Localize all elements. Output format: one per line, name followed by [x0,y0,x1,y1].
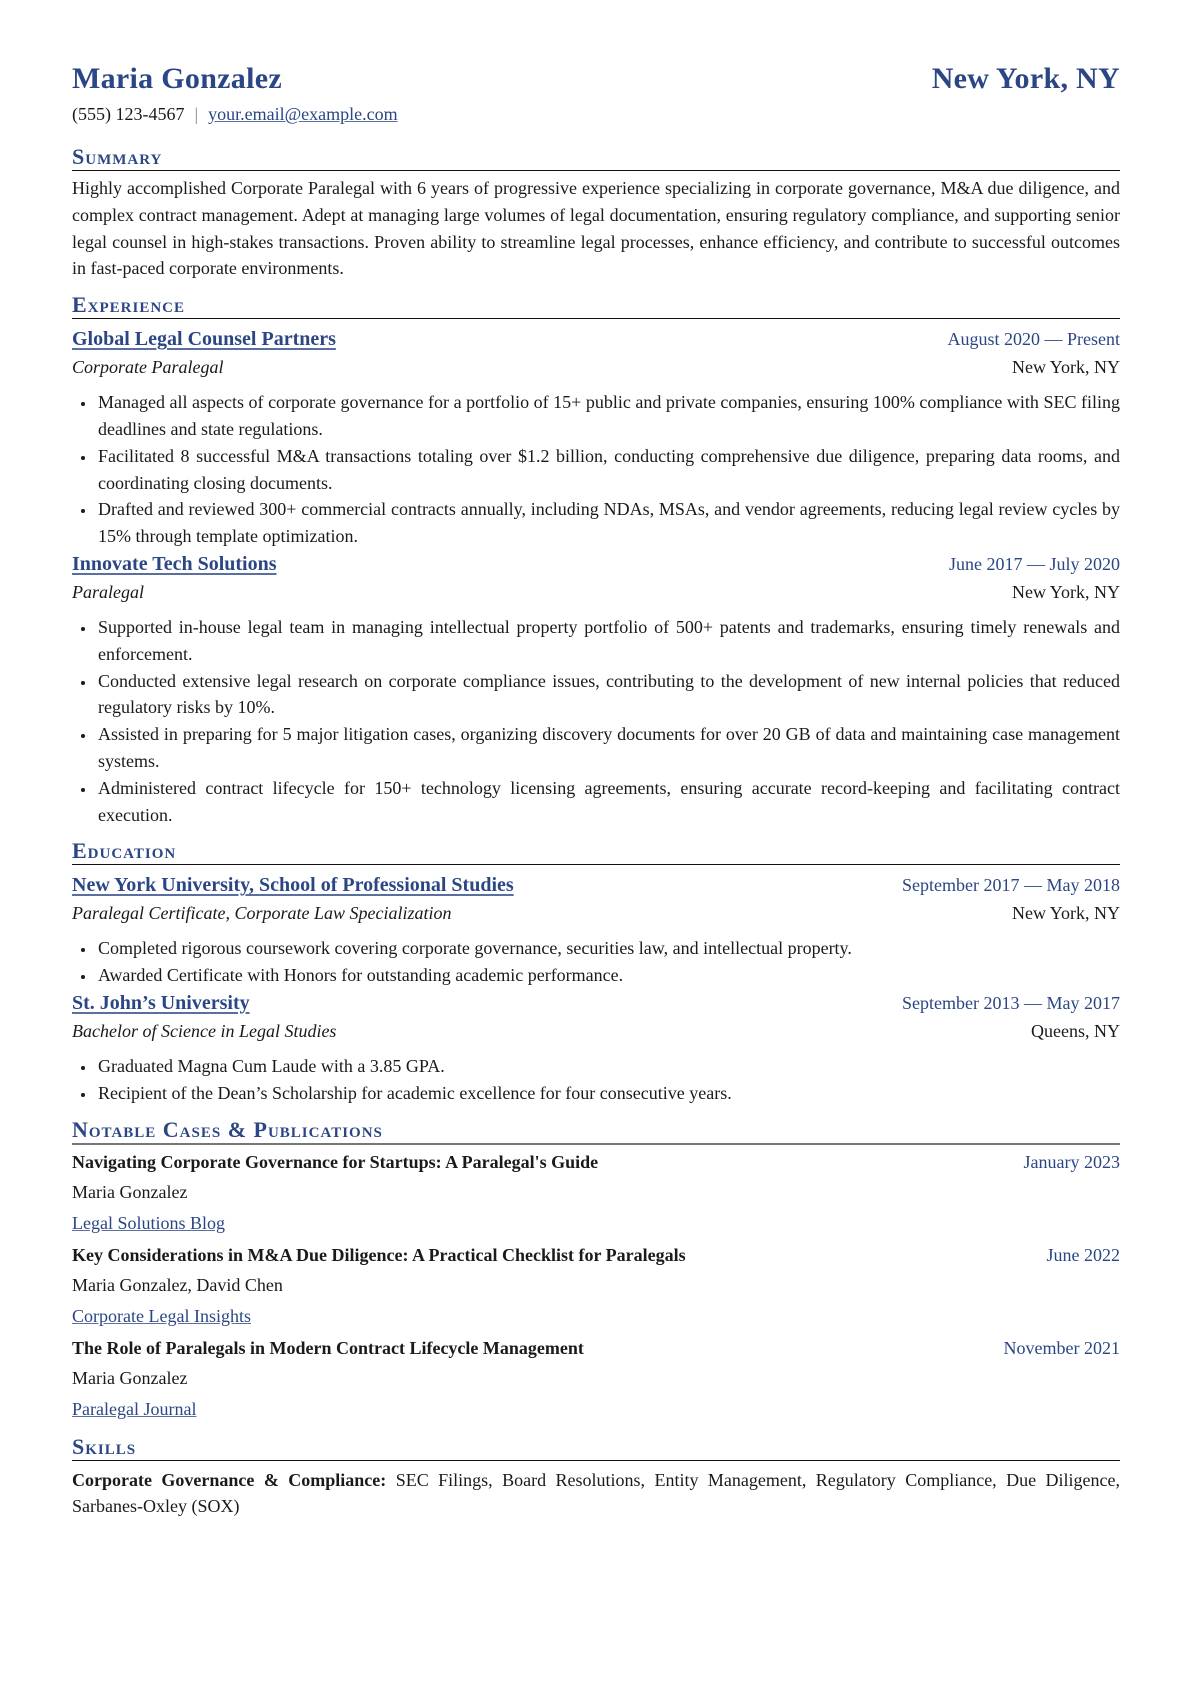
bullet-list [72,1053,1120,1107]
company-link[interactable]: Global Legal Counsel Partners [72,328,336,351]
skill-list: SEC Filings, Board Resolutions, Entity Management, Regulatory Compliance, Due Diligence, Sarbanes-Oxley (SOX) [72,1469,1121,1517]
publication-venue-link[interactable]: Corporate Legal Insights [72,1305,251,1326]
section-title-education: Education [72,838,1120,865]
experience-entry [72,550,1120,828]
publication-date: November 2021 [1003,1337,1120,1358]
section-title-skills: Skills [72,1434,1120,1461]
bullet-item: • Recipient of the Dean’s Scholarship for academic excellence for four consecutive years. [96,1080,1120,1107]
bullet-item: • Drafted and reviewed 300+ commercial contracts annually, including NDAs, MSAs, and vendor agreements, reducing legal review cycles by 15% through template optimization. [96,496,1120,550]
skill-row [72,1467,1120,1521]
school-link[interactable]: St. John’s University [72,991,250,1014]
entry-location: New York, NY [1011,581,1120,602]
resume-header [72,62,1120,102]
entry-location: Queens, NY [1031,1020,1120,1041]
contact-line [72,104,1120,134]
bullet-list [72,389,1120,550]
bullet-list [72,935,1120,989]
publication-authors: Maria Gonzalez [72,1367,188,1388]
email-link[interactable]: your.email@example.com [208,104,398,124]
summary-text: Highly accomplished Corporate Paralegal with 6 years of progressive experience specializing in corporate governance, M&A due diligence, and complex contract management. Adept at managing large volumes of legal documentation, ensuring regulatory compliance, and supporting senior legal counsel in high-stakes transactions. Proven ability to streamline legal processes, enhance efficiency, and contribute to successful outcomes in fast-paced corporate environments. [72,178,1120,279]
section-title-experience: Experience [72,292,1120,319]
publication-entry [72,1147,1120,1238]
publication-entry [72,1240,1120,1331]
bullet-list [72,614,1120,828]
bullet-item: • Managed all aspects of corporate governance for a portfolio of 15+ public and private companies, ensuring 100% compliance with SEC filing deadlines and state regulations. [96,389,1120,443]
entry-location: New York, NY [1011,903,1120,924]
skill-category: Corporate Governance & Compliance: [72,1469,387,1490]
phone-number: (555) 123-4567 [72,104,185,124]
bullet-item: • Facilitated 8 successful M&A transactions totaling over $1.2 billion, conducting comprehensive due diligence, preparing data rooms, and coordinating closing documents. [96,443,1120,497]
publication-authors: Maria Gonzalez [72,1181,188,1202]
publication-title: Navigating Corporate Governance for Startups: A Paralegal's Guide [72,1151,599,1172]
bullet-item: • Supported in-house legal team in managing intellectual property portfolio of 500+ patents and trademarks, ensuring timely renewals and enforcement. [96,614,1120,668]
publication-date: June 2022 [1046,1244,1120,1265]
entry-location: New York, NY [1011,357,1120,378]
degree: Bachelor of Science in Legal Studies [72,1020,337,1041]
resume-page [72,62,1120,1520]
publication-date: January 2023 [1023,1151,1120,1172]
education-entry [72,989,1120,1107]
job-title: Paralegal [72,581,144,602]
job-title: Corporate Paralegal [72,357,224,378]
bullet-item: • Administered contract lifecycle for 150+ technology licensing agreements, ensuring accurate record-keeping and facilitating contract execution. [96,775,1120,829]
entry-dates: June 2017 — July 2020 [949,553,1120,574]
bullet-item: • Graduated Magna Cum Laude with a 3.85 GPA. [96,1053,1120,1080]
entry-dates: September 2013 — May 2017 [902,992,1120,1013]
publication-authors: Maria Gonzalez, David Chen [72,1274,283,1295]
publication-title: The Role of Paralegals in Modern Contract Lifecycle Management [72,1337,584,1358]
publication-venue-link[interactable]: Paralegal Journal [72,1398,197,1419]
bullet-item: • Assisted in preparing for 5 major litigation cases, organizing discovery documents for over 20 GB of data and maintaining case management systems. [96,721,1120,775]
bullet-item: • Completed rigorous coursework covering corporate governance, securities law, and intellectual property. [96,935,1120,962]
degree: Paralegal Certificate, Corporate Law Specialization [72,903,452,924]
section-title-publications: Notable Cases & Publications [72,1117,1120,1145]
publication-venue-link[interactable]: Legal Solutions Blog [72,1212,225,1233]
publication-entry [72,1333,1120,1424]
experience-entry [72,325,1120,550]
entry-dates: August 2020 — Present [947,329,1120,350]
candidate-location: New York, NY [931,62,1120,95]
school-link[interactable]: New York University, School of Professional Studies [72,874,514,897]
company-link[interactable]: Innovate Tech Solutions [72,552,277,575]
candidate-name: Maria Gonzalez [72,62,282,95]
publication-title: Key Considerations in M&A Due Diligence: A Practical Checklist for Paralegals [72,1244,686,1265]
bullet-item: • Awarded Certificate with Honors for outstanding academic performance. [96,962,1120,989]
section-title-summary: Summary [72,144,1120,171]
bullet-item: • Conducted extensive legal research on corporate compliance issues, contributing to the development of new internal policies that reduced regulatory risks by 10%. [96,668,1120,722]
entry-dates: September 2017 — May 2018 [902,875,1120,896]
contact-separator: | [194,104,199,124]
education-entry [72,871,1120,989]
